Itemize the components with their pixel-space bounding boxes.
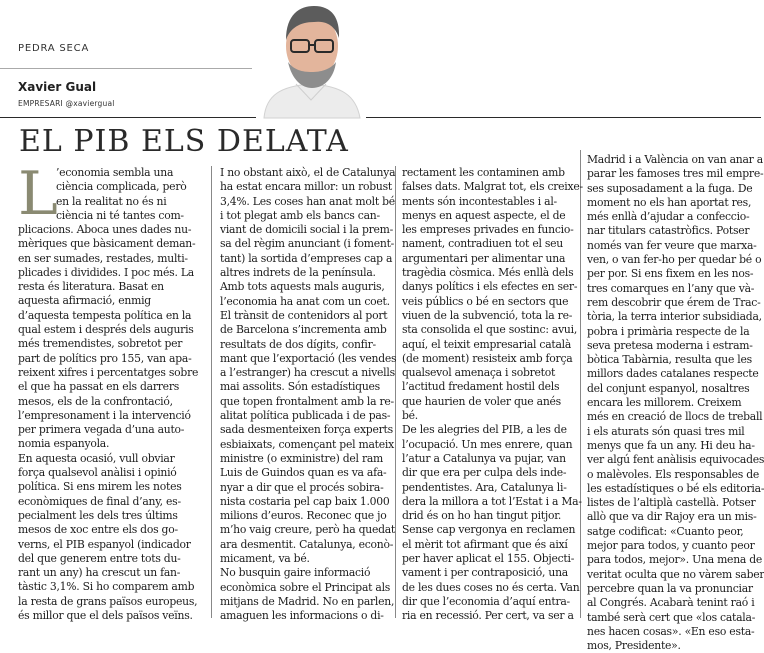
text-line: qualsevol amenaça i sobretot xyxy=(402,366,556,380)
text-line: rant un any) ha crescut un fan- xyxy=(18,566,181,580)
author-name: Xavier Gual xyxy=(18,80,97,94)
text-line: ministre (o exministre) del ram xyxy=(220,451,384,465)
text-line: aquesta afirmació, enmig xyxy=(18,294,151,308)
text-line: també serà cert que «los catala- xyxy=(587,610,756,624)
text-line: Amb tots aquests mals auguris, xyxy=(220,280,385,294)
text-line: ’economia sembla una xyxy=(56,166,174,179)
text-line: i els aturats són quasi tres mil xyxy=(587,424,745,438)
text-line: pecialment les dels tres últims xyxy=(18,508,178,522)
text-line: l’economia ha anat com un coet. xyxy=(220,294,390,308)
text-line: nar titulars catastròfics. Potser xyxy=(587,224,750,238)
text-line: i tot plegat amb els bancs can- xyxy=(220,208,380,222)
column-divider xyxy=(211,166,212,618)
text-line: danys polítics i els efectes en ser- xyxy=(402,280,578,294)
text-line: 3,4%. Les coses han anat molt bé xyxy=(220,194,395,208)
section-divider xyxy=(0,68,252,69)
text-line: pendentistes. Ara, Catalunya li- xyxy=(402,480,567,494)
text-line: de Barcelona s’incrementa amb xyxy=(220,323,387,337)
text-line: o malèvoles. Els responsables de xyxy=(587,467,760,481)
text-line: argumentari per alimentar una xyxy=(402,251,566,265)
author-role: EMPRESARI @xaviergual xyxy=(18,99,115,108)
section-label: PEDRA SECA xyxy=(18,43,90,54)
text-line: menys en aquest aspecte, el de xyxy=(402,208,566,222)
text-line: micament, va bé. xyxy=(220,552,310,566)
text-line: més tremendistes, sobretot per xyxy=(18,337,183,351)
text-line: amaguen les informacions o di- xyxy=(220,609,384,623)
text-line: para todos, mejor». Una mena de xyxy=(587,553,763,567)
text-line: esbiaixats, començant pel mateix xyxy=(220,437,394,451)
text-line: part de polítics pro 155, van apa- xyxy=(18,351,192,365)
text-line: rem descobrir que érem de Trac- xyxy=(587,295,761,309)
text-line: nomia espanyola. xyxy=(18,437,110,451)
text-line: dir que l’economia d’aquí entra- xyxy=(402,594,570,608)
text-line: sta consolida el que sostinc: avui, xyxy=(402,323,578,337)
text-line: mesos, els de la confrontació, xyxy=(18,394,173,408)
text-line: (de moment) resisteix amb força xyxy=(402,351,573,365)
text-line: ments són incontestables i al- xyxy=(402,194,557,208)
text-line: pobra i primària respecte de la xyxy=(587,324,750,338)
text-line: bòtica Tabàrnia, resulta que les xyxy=(587,353,752,367)
text-line: viant de domicili social i la prem- xyxy=(220,223,394,237)
text-line: viuen de la subvenció, tota la re- xyxy=(402,308,573,322)
dropcap: L xyxy=(18,159,58,229)
text-line: per haver aplicat el 155. Objecti- xyxy=(402,552,575,566)
text-line: al Congrés. Acabarà tenint raó i xyxy=(587,596,755,610)
column-1-lines xyxy=(18,223,208,623)
text-line: el que ha passat en els darrers xyxy=(18,380,180,394)
text-line: altres indrets de la península. xyxy=(220,266,376,280)
text-line: resultats de dos dígits, confir- xyxy=(220,337,376,351)
text-line: plicacions. Aboca unes dades nu- xyxy=(18,223,192,236)
text-line: qual estem i després dels auguris xyxy=(18,323,194,337)
text-line: alitat política publicada i de pas- xyxy=(220,409,391,423)
text-line: milions d’euros. Reconec que jo xyxy=(220,509,387,523)
text-line: tragèdia còsmica. Més enllà dels xyxy=(402,266,574,280)
text-line: ver algú fent anàlisis equivocades xyxy=(587,453,764,467)
text-line: sa del règim anunciant (i foment- xyxy=(220,237,395,251)
text-line: la resta de grans països europeus, xyxy=(18,594,198,608)
text-line: De les alegries del PIB, a les de xyxy=(402,423,567,437)
text-line: veritat oculta que no vàrem saber xyxy=(587,567,764,581)
text-line: tant) la sortida d’empreses cap a xyxy=(220,251,393,265)
text-line: moment no els han aportat res, xyxy=(587,195,752,209)
text-line: ara desmentit. Catalunya, econò- xyxy=(220,537,394,551)
text-line: verns, el PIB espanyol (indicador xyxy=(18,537,191,551)
text-line: Luis de Guindos quan es va afa- xyxy=(220,466,387,480)
text-line: més enllà d’ajudar a confeccio- xyxy=(587,210,750,224)
text-line: listes de l’altiplà castellà. Potser xyxy=(587,496,756,510)
text-line: nes hacen cosas». «En eso esta- xyxy=(587,624,755,638)
text-line: I no obstant això, el de Catalunya xyxy=(220,166,396,179)
text-line: força qualsevol anàlisi i opinió xyxy=(18,466,177,480)
text-line: l’ocupació. Un mes enrere, quan xyxy=(402,437,573,451)
text-line: ciència ni té tantes com- xyxy=(56,208,184,222)
text-line: mèriques que bàsicament deman- xyxy=(18,237,196,251)
text-line: tòria, la terra interior subsidiada, xyxy=(587,310,762,324)
text-line: ven, o van fer-ho per quedar bé o xyxy=(587,253,762,267)
text-line: allò que va dir Rajoy era un mis- xyxy=(587,510,757,524)
text-line: nyar a dir que el procés sobira- xyxy=(220,480,384,494)
text-line: mejor para todos, y cuanto peor xyxy=(587,539,755,553)
text-line: dera la millora a tot l’Estat i a Ma- xyxy=(402,494,582,508)
article-column-1 xyxy=(18,159,208,623)
text-line: del conjunt espanyol, nosaltres xyxy=(587,381,750,395)
text-line: l’atur a Catalunya va pujar, van xyxy=(402,451,566,465)
text-line: mai assolits. Són estadístiques xyxy=(220,380,380,394)
text-line: falses dats. Malgrat tot, els creixe- xyxy=(402,180,583,194)
text-line: econòmiques de final d’any, es- xyxy=(18,494,181,508)
text-line: parar les famoses tres mil empre- xyxy=(587,167,764,181)
text-line: Sense cap vergonya en reclamen xyxy=(402,523,576,537)
text-line: tàstic 3,1%. Si ho comparem amb xyxy=(18,580,195,594)
column-divider xyxy=(580,150,581,618)
text-line: per por. Si ens fixem en les nos- xyxy=(587,267,754,281)
text-line: veis públics o bé en sectors que xyxy=(402,294,569,308)
text-line: política. Si ens mirem les notes xyxy=(18,480,182,494)
text-line: mos, Presidente». xyxy=(587,639,681,653)
article-column-2 xyxy=(220,166,397,623)
author-photo xyxy=(256,0,366,118)
headline: EL PIB ELS DELATA xyxy=(19,124,349,159)
text-line: que topen frontalment amb la re- xyxy=(220,394,394,408)
text-line: ciència complicada, però xyxy=(56,180,187,194)
text-line: encara les millorem. Creixem xyxy=(587,396,742,410)
text-line: millors dades catalanes respecte xyxy=(587,367,759,381)
text-line: En aquesta ocasió, vull obviar xyxy=(18,451,175,465)
dropcap-block xyxy=(18,159,208,229)
text-line: nament, contradiuen tot el seu xyxy=(402,237,563,251)
text-line: No busquin gaire informació xyxy=(220,566,371,580)
text-line: mant que l’exportació (les vendes xyxy=(220,351,397,365)
column-divider xyxy=(395,166,396,618)
text-line: del que generem entre tots du- xyxy=(18,551,181,565)
text-line: Madrid i a València on van anar a xyxy=(587,153,763,166)
text-line: dir que era per culpa dels inde- xyxy=(402,466,567,480)
text-line: El trànsit de contenidors al port xyxy=(220,308,388,322)
text-line: ses suposadament a la fuga. De xyxy=(587,181,753,195)
text-line: percebre quan la va pronunciar xyxy=(587,581,753,595)
text-line: nista costaria pel cap baix 1.000 xyxy=(220,494,390,508)
text-line: és millor que el dels països veïns. xyxy=(18,609,193,623)
text-line: tres comarques en l’any que và- xyxy=(587,281,755,295)
text-line: les empreses privades en funcio- xyxy=(402,223,574,237)
text-line: ha estat encara millor: un robust xyxy=(220,180,392,194)
text-line: que haurien de voler que anés xyxy=(402,394,561,408)
text-line: sada desmenteixen força experts xyxy=(220,423,393,437)
text-line: seva pretesa moderna i estram- xyxy=(587,338,753,352)
text-line: de les dues coses no és certa. Van xyxy=(402,580,580,594)
text-line: a l’estranger) ha crescut a nivells xyxy=(220,366,395,380)
text-line: drid és on ho han tingut pitjor. xyxy=(402,509,562,523)
text-line: m’ho vaig creure, però ha quedat xyxy=(220,523,396,537)
text-line: en ser sumades, restades, multi- xyxy=(18,251,188,265)
text-line: menys que fa un any. Hi deu ha- xyxy=(587,438,755,452)
text-line: econòmica sobre el Principat als xyxy=(220,580,391,594)
text-line: l’actitud fredament hostil dels xyxy=(402,380,560,394)
text-line: les estadístiques o bé els editoria- xyxy=(587,481,764,495)
text-line: en la realitat no és ni xyxy=(56,194,167,208)
text-line: reixent xifres i percentatges sobre xyxy=(18,365,199,379)
text-line: mitjans de Madrid. No en parlen, xyxy=(220,594,395,608)
text-line: mesos de xoc entre els dos go- xyxy=(18,523,178,537)
text-line: rectament les contaminen amb xyxy=(402,166,565,179)
text-line: aquí, el teixit empresarial català xyxy=(402,337,572,351)
text-line: satge codificat: «Cuanto peor, xyxy=(587,524,744,538)
article-column-4 xyxy=(587,153,764,653)
text-line: l’empresonament i la intervenció xyxy=(18,408,191,422)
text-line: per primera vegada d’una auto- xyxy=(18,423,185,437)
text-line: només van fer veure que marxa- xyxy=(587,238,757,252)
text-line: plicades i dividides. I poc més. La xyxy=(18,265,194,279)
text-line: resta és literatura. Basat en xyxy=(18,280,164,294)
text-line: el mèrit tot afirmant que és així xyxy=(402,537,568,551)
text-line: bé. xyxy=(402,409,418,423)
text-line: ria en recessió. Per cert, va ser a xyxy=(402,609,574,623)
text-line: vament i per contraposició, una xyxy=(402,566,568,580)
article-column-3 xyxy=(402,166,583,623)
text-line: més en creació de llocs de treball xyxy=(587,410,763,424)
text-line: d’aquesta tempesta política en la xyxy=(18,308,192,322)
